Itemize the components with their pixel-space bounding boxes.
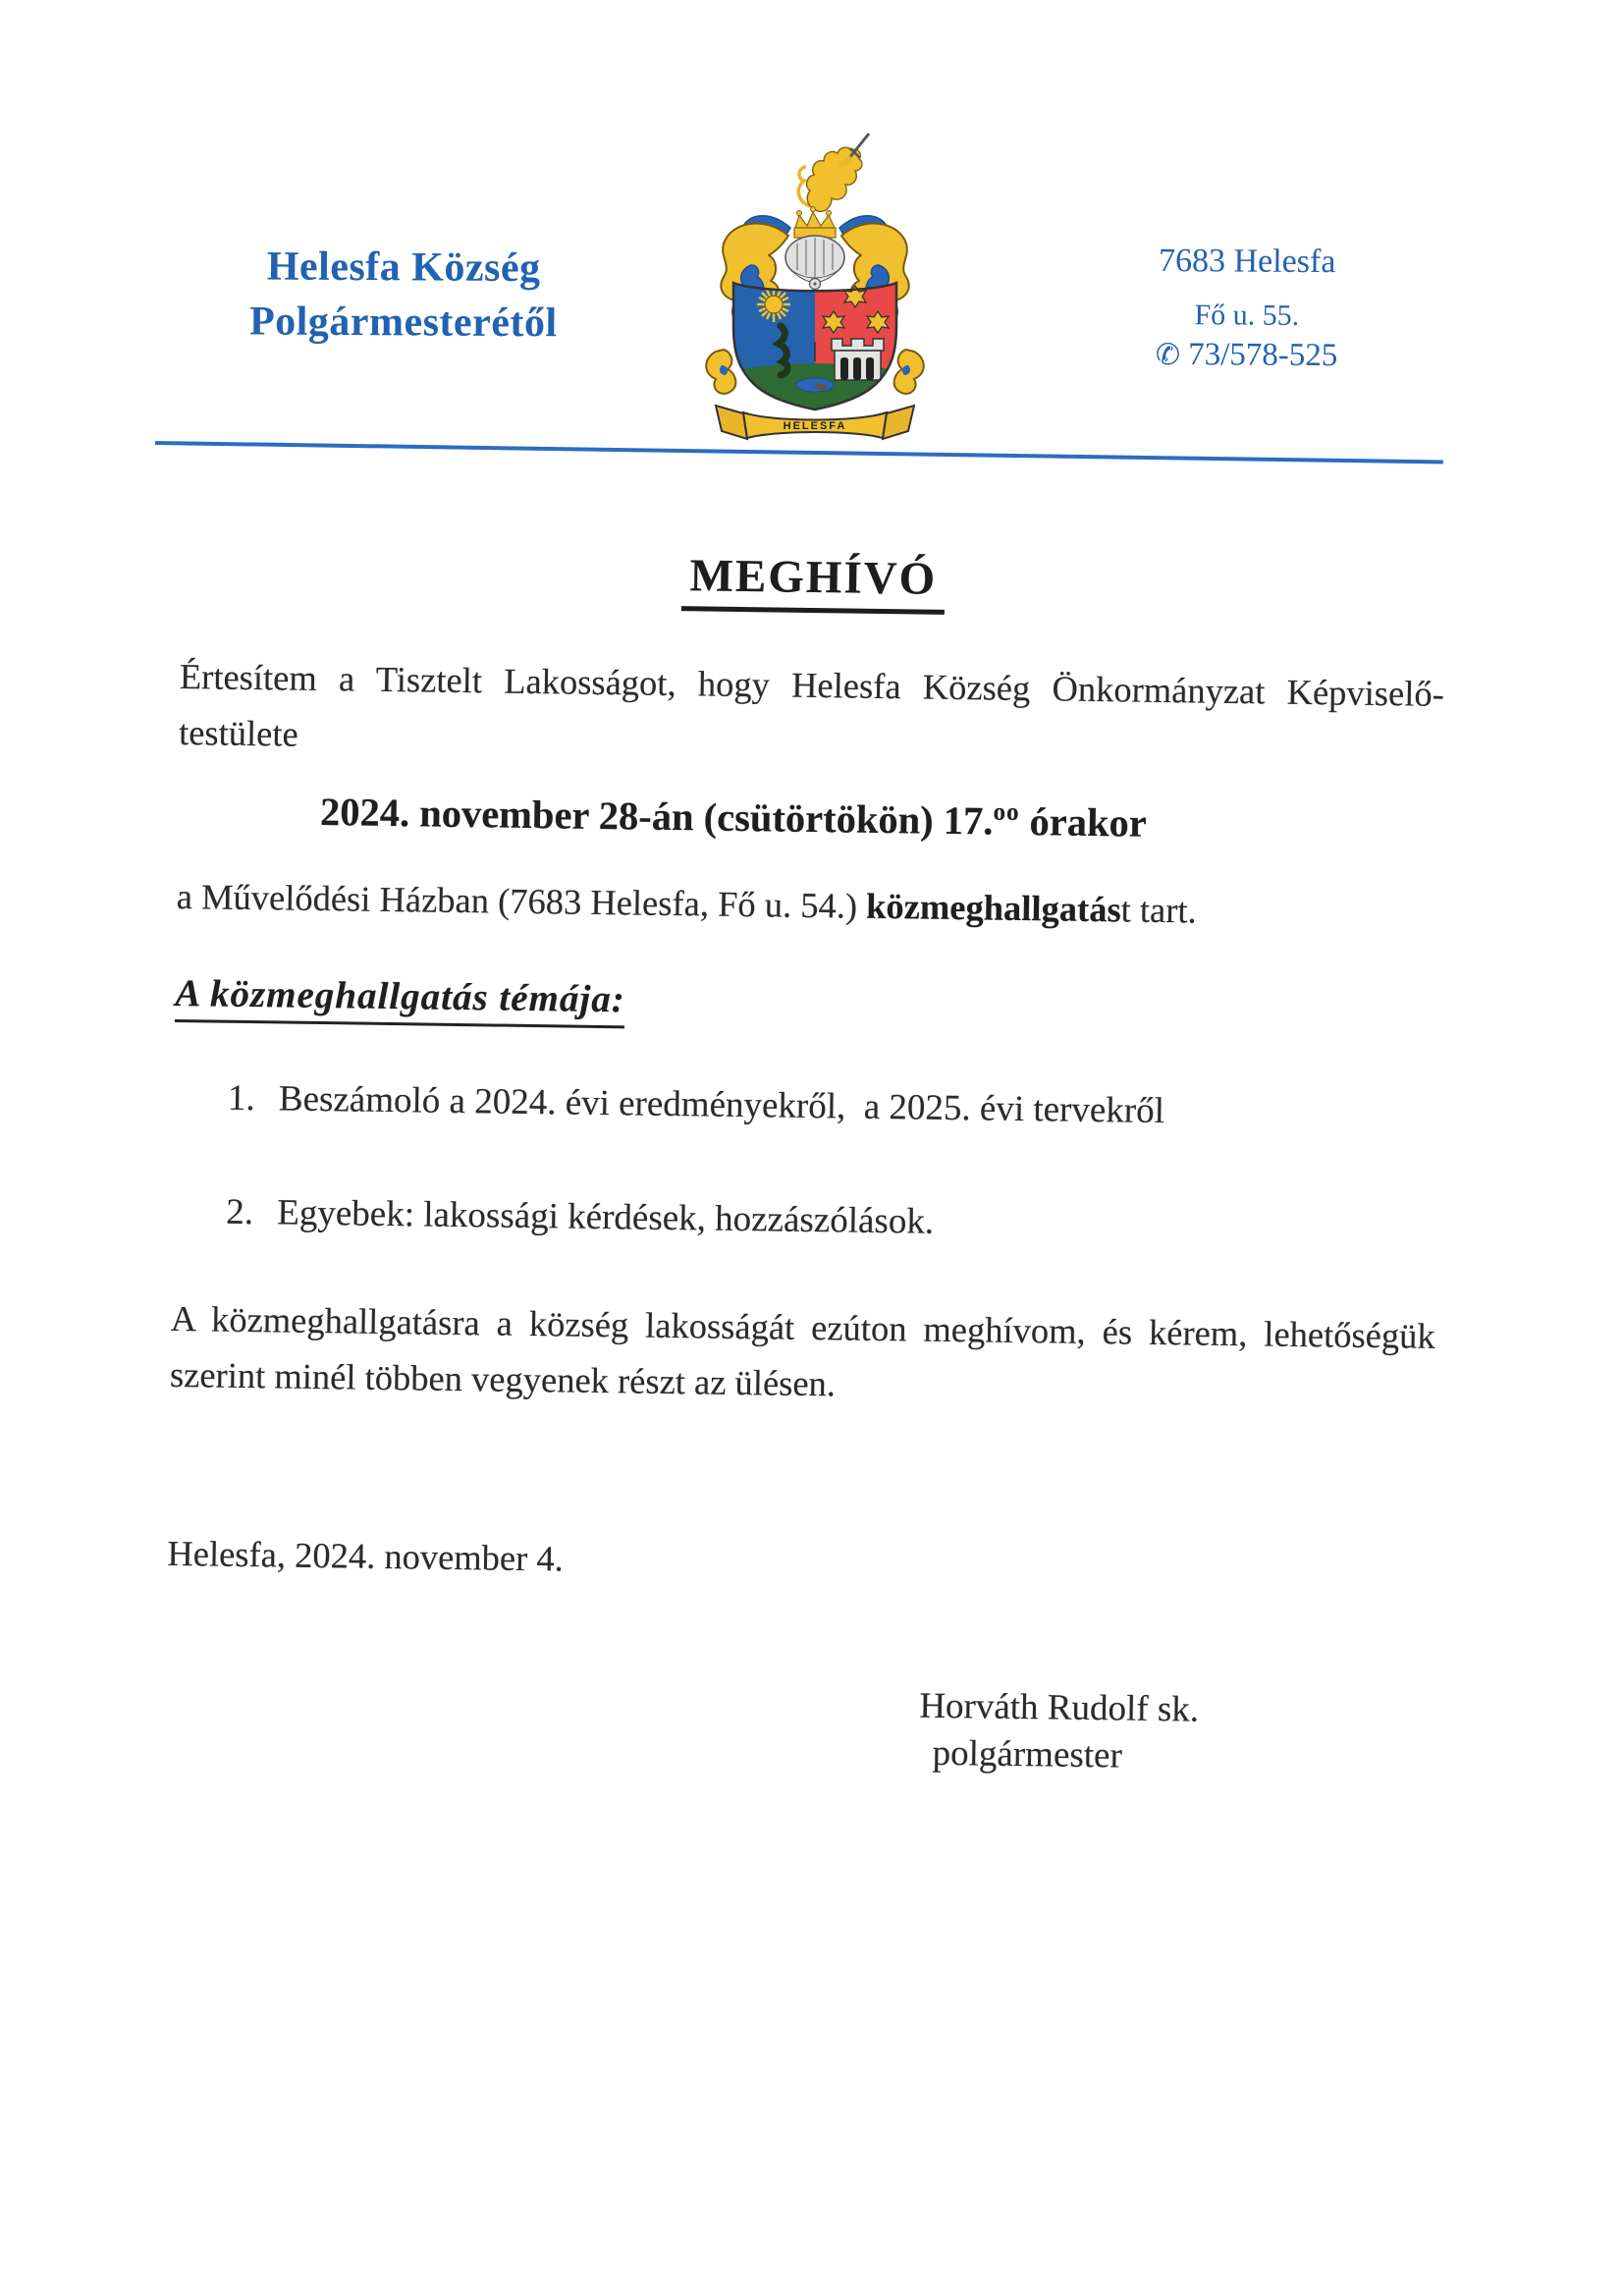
letter-body — [164, 530, 1445, 1784]
agenda-list — [172, 1074, 1438, 1253]
coat-of-arms — [682, 118, 947, 447]
agenda-item-number: 2. — [226, 1191, 254, 1233]
agenda-item-text: Egyebek: lakossági kérdések, hozzászólások. — [277, 1192, 935, 1242]
office-name-line2: Polgármesterétől — [248, 299, 558, 347]
agenda-item-number: 1. — [227, 1077, 255, 1120]
invitation-title-text: MEGHÍVÓ — [681, 550, 945, 615]
event-datetime-prefix: 2024. november 28-án (csütörtökön) 17. — [319, 789, 994, 844]
signature-block — [918, 1683, 1430, 1784]
event-datetime-suffix: órakor — [1019, 798, 1148, 846]
event-location-bold: közmeghallgatás — [865, 885, 1121, 930]
date-line: Helesfa, 2024. november 4. — [167, 1532, 565, 1579]
closing-paragraph: A közmeghallgatásra a község lakosságát ezúton meghívom, és kérem, lehetőségük szerint minél többen vegyenek részt az ülésen. — [169, 1297, 1435, 1404]
agenda-item-text: Beszámoló a 2024. évi eredményekről, a 2025. évi tervekről — [278, 1078, 1165, 1132]
agenda-heading — [175, 971, 1440, 1033]
event-datetime — [320, 778, 1443, 853]
telephone-icon: ✆ — [1155, 337, 1181, 373]
event-location-prefix: a Művelődési Házban (7683 Helesfa, Fő u. 54.) — [176, 875, 867, 926]
phone-line — [1078, 334, 1416, 376]
office-name — [165, 239, 643, 352]
crest-ribbon-text: HELESFA — [783, 420, 847, 432]
event-location — [176, 871, 1441, 940]
postal-city: 7683 Helesfa — [1158, 242, 1336, 281]
invitation-title — [181, 530, 1446, 613]
intro-paragraph: Értesítem a Tisztelt Lakosságot, hogy Helesfa Község Önkormányzat Képviselő-testülete — [178, 655, 1445, 754]
signatory-title: polgármester — [932, 1732, 1123, 1777]
agenda-item — [228, 1075, 1439, 1139]
street-address: Fő u. 55. — [1194, 299, 1300, 332]
event-datetime-superscript: oo — [993, 798, 1020, 826]
agenda-item — [226, 1189, 1437, 1253]
signatory-name: Horváth Rudolf sk. — [919, 1685, 1200, 1730]
phone-number: 73/578-525 — [1188, 337, 1338, 374]
coat-of-arms-image — [682, 118, 947, 447]
office-name-line1: Helesfa Község — [266, 244, 541, 292]
agenda-heading-text: A közmeghallgatás témája: — [175, 972, 625, 1028]
event-location-suffix: t tart. — [1120, 889, 1198, 931]
address-block — [1078, 241, 1417, 376]
